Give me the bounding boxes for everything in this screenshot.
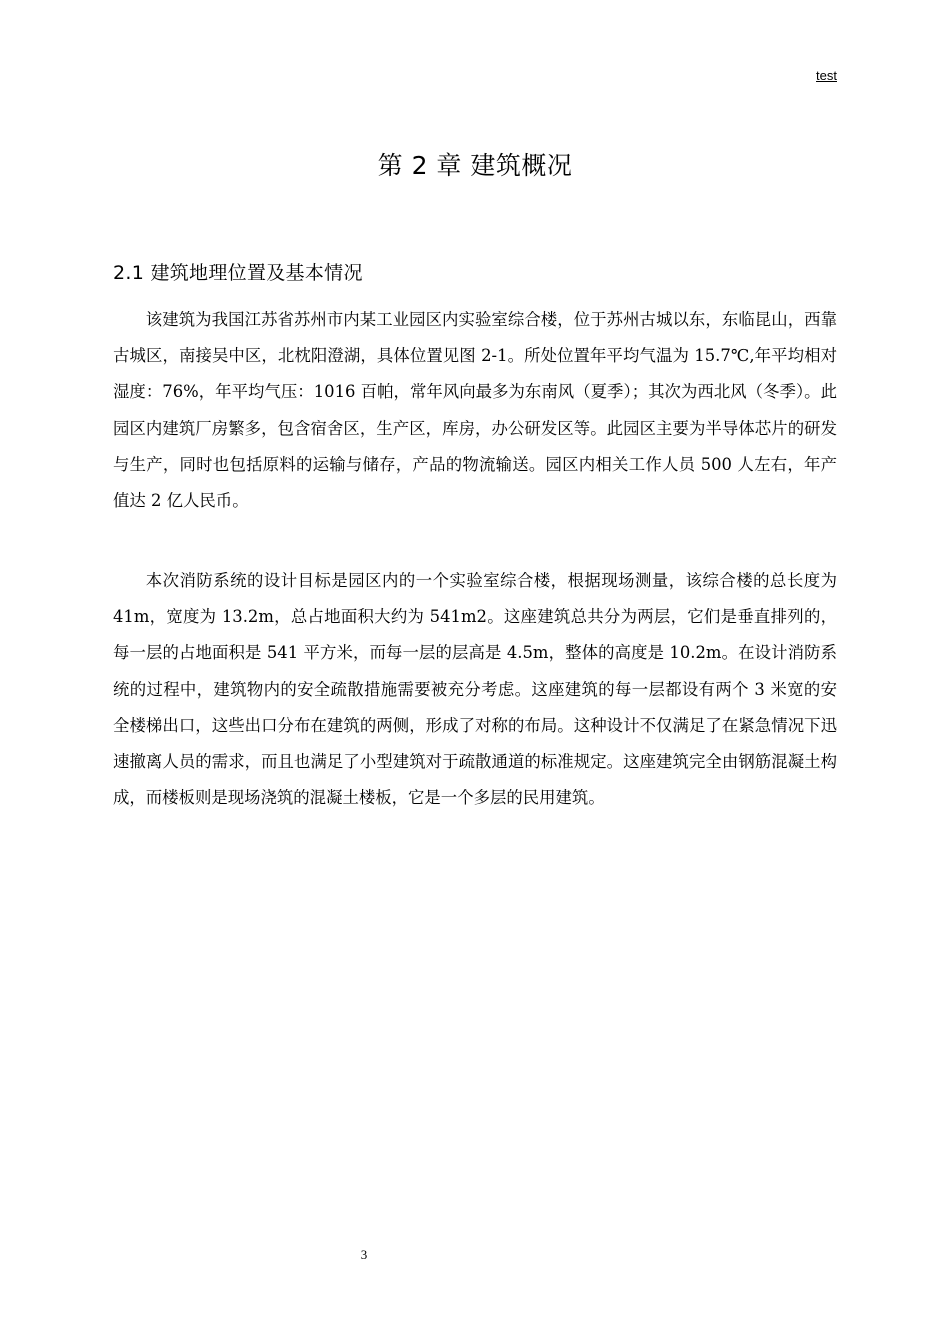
chapter-title: 第 2 章 建筑概况 — [377, 151, 573, 180]
header-note: test — [816, 68, 837, 83]
page-number: 3 — [360, 1247, 368, 1262]
section-title: 2.1 建筑地理位置及基本情况 — [113, 262, 363, 284]
body-paragraph-design: 本次消防系统的设计目标是园区内的一个实验室综合楼，根据现场测量，该综合楼的总长度为 41m，宽度为 13.2m，总占地面积大约为 541m2。这座建筑总共分为两层，它们是垂直排列的，每一层的占地面积是 541 平方米，而每一层的层高是 4.5m，整体的高度是 10.2m。在设计消防系统的过程中，建筑物内的安全疏散措施需要被充分考虑。这座建筑的每一层都设有两个 3 米宽的安全楼梯出口，这些出口分布在建筑的两侧，形成了对称的布局。这种设计不仅满足了在紧急情况下迅速撤离人员的需求，而且也满足了小型建筑对于疏散通道的标准规定。这座建筑完全由钢筋混凝土构成，而楼板则是现场浇筑的混凝土楼板，它是一个多层的民用建筑。 — [113, 571, 837, 808]
body-paragraph-location: 该建筑为我国江苏省苏州市内某工业园区内实验室综合楼，位于苏州古城以东，东临昆山，西靠古城区，南接吴中区，北枕阳澄湖，具体位置见图 2-1。所处位置年平均气温为 15.7℃,年平均相对湿度：76%，年平均气压：1016 百帕，常年风向最多为东南风（夏季）；其次为西北风（冬季）。此园区内建筑厂房繁多，包含宿舍区，生产区，库房，办公研发区等。此园区主要为半导体芯片的研发与生产，同时也包括原料的运输与储存，产品的物流输送。园区内相关工作人员 500 人左右，年产值达 2 亿人民币。 — [113, 310, 837, 511]
